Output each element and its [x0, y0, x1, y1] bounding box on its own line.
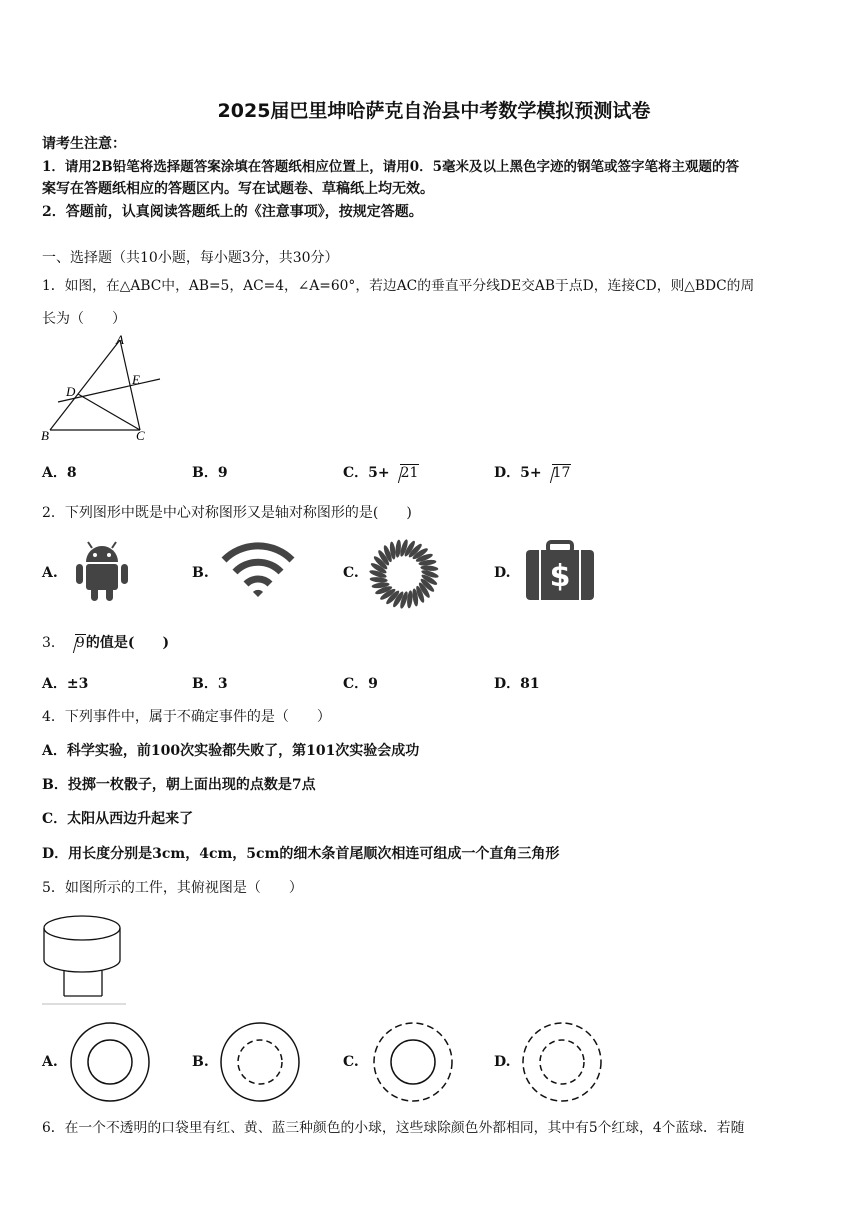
- q3-option-d[interactable]: D．81: [494, 676, 540, 692]
- q1-option-d[interactable]: D．5+ 17: [494, 465, 571, 481]
- label-c: C: [136, 428, 145, 443]
- top-view-option-c: [371, 1020, 455, 1104]
- question-5-text: 5．如图所示的工件，其俯视图是（ ）: [42, 880, 303, 896]
- label-b: B: [41, 428, 49, 443]
- label-d: D: [66, 384, 76, 399]
- q2-option-b-label[interactable]: B.: [192, 565, 209, 581]
- page-title: 2025届巴里坤哈萨克自治县中考数学模拟预测试卷: [217, 100, 651, 122]
- workpiece-figure: [40, 912, 130, 1007]
- notice-line-3: 2．答题前，认真阅读答题纸上的《注意事项》，按规定答题。: [42, 204, 423, 220]
- q5-option-a-label[interactable]: A.: [42, 1054, 58, 1070]
- top-view-option-b: [218, 1020, 302, 1104]
- q4-option-b[interactable]: B．投掷一枚骰子，朝上面出现的点数是7点: [42, 777, 316, 793]
- label-a: A: [116, 332, 124, 347]
- q3-option-b[interactable]: B．3: [192, 676, 228, 692]
- q5-option-c-label[interactable]: C.: [343, 1054, 359, 1070]
- question-3-text: 3． 9的值是( ): [42, 635, 170, 651]
- q4-option-a[interactable]: A．科学实验，前100次实验都失败了，第101次实验会成功: [42, 743, 420, 759]
- q3-option-c[interactable]: C．9: [343, 676, 378, 692]
- q1-option-a[interactable]: A．8: [42, 465, 77, 481]
- android-icon: [74, 540, 130, 602]
- question-1-line-1: 1．如图，在△ABC中，AB=5，AC=4，∠A=60°，若边AC的垂直平分线DE交AB于点D，连接CD，则△BDC的周: [42, 278, 755, 294]
- q3-option-a[interactable]: A．±3: [42, 676, 89, 692]
- label-e: E: [132, 372, 140, 387]
- top-view-option-d: [520, 1020, 604, 1104]
- notice-heading: 请考生注意：: [42, 136, 126, 152]
- question-6-text: 6．在一个不透明的口袋里有红、黄、蓝三种颜色的小球，这些球除颜色外都相同，其中有5个红球，4个蓝球．若随: [42, 1120, 745, 1136]
- notice-line-1: 1．请用2B铅笔将选择题答案涂填在答题纸相应位置上，请用0．5毫米及以上黑色字迹的钢笔或签字笔将主观题的答: [42, 159, 739, 175]
- triangle-figure: [38, 332, 163, 444]
- top-view-option-a: [68, 1020, 152, 1104]
- question-1-line-2: 长为（ ）: [42, 311, 126, 327]
- q4-option-d[interactable]: D．用长度分别是3cm，4cm，5cm的细木条首尾顺次相连可组成一个直角三角形: [42, 846, 560, 862]
- question-2-text: 2．下列图形中既是中心对称图形又是轴对称图形的是( ): [42, 505, 412, 521]
- notice-line-2: 案写在答题纸相应的答题区内。写在试题卷、草稿纸上均无效。: [42, 181, 434, 197]
- q2-option-c-label[interactable]: C.: [343, 565, 359, 581]
- svg-text:$: $: [549, 559, 571, 594]
- briefcase-dollar-icon: [524, 540, 596, 602]
- q1-option-b[interactable]: B．9: [192, 465, 228, 481]
- q1-option-c[interactable]: C．5+ 21: [343, 465, 419, 481]
- sun-ring-icon: [368, 538, 440, 610]
- q2-option-a-label[interactable]: A.: [42, 565, 58, 581]
- q5-option-d-label[interactable]: D.: [494, 1054, 511, 1070]
- q4-option-c[interactable]: C．太阳从西边升起来了: [42, 811, 194, 827]
- section-heading: 一、选择题（共10小题，每小题3分，共30分）: [42, 250, 339, 266]
- wifi-icon: [220, 542, 296, 598]
- q2-option-d-label[interactable]: D.: [494, 565, 511, 581]
- question-4-text: 4．下列事件中，属于不确定事件的是（ ）: [42, 709, 331, 725]
- q5-option-b-label[interactable]: B.: [192, 1054, 209, 1070]
